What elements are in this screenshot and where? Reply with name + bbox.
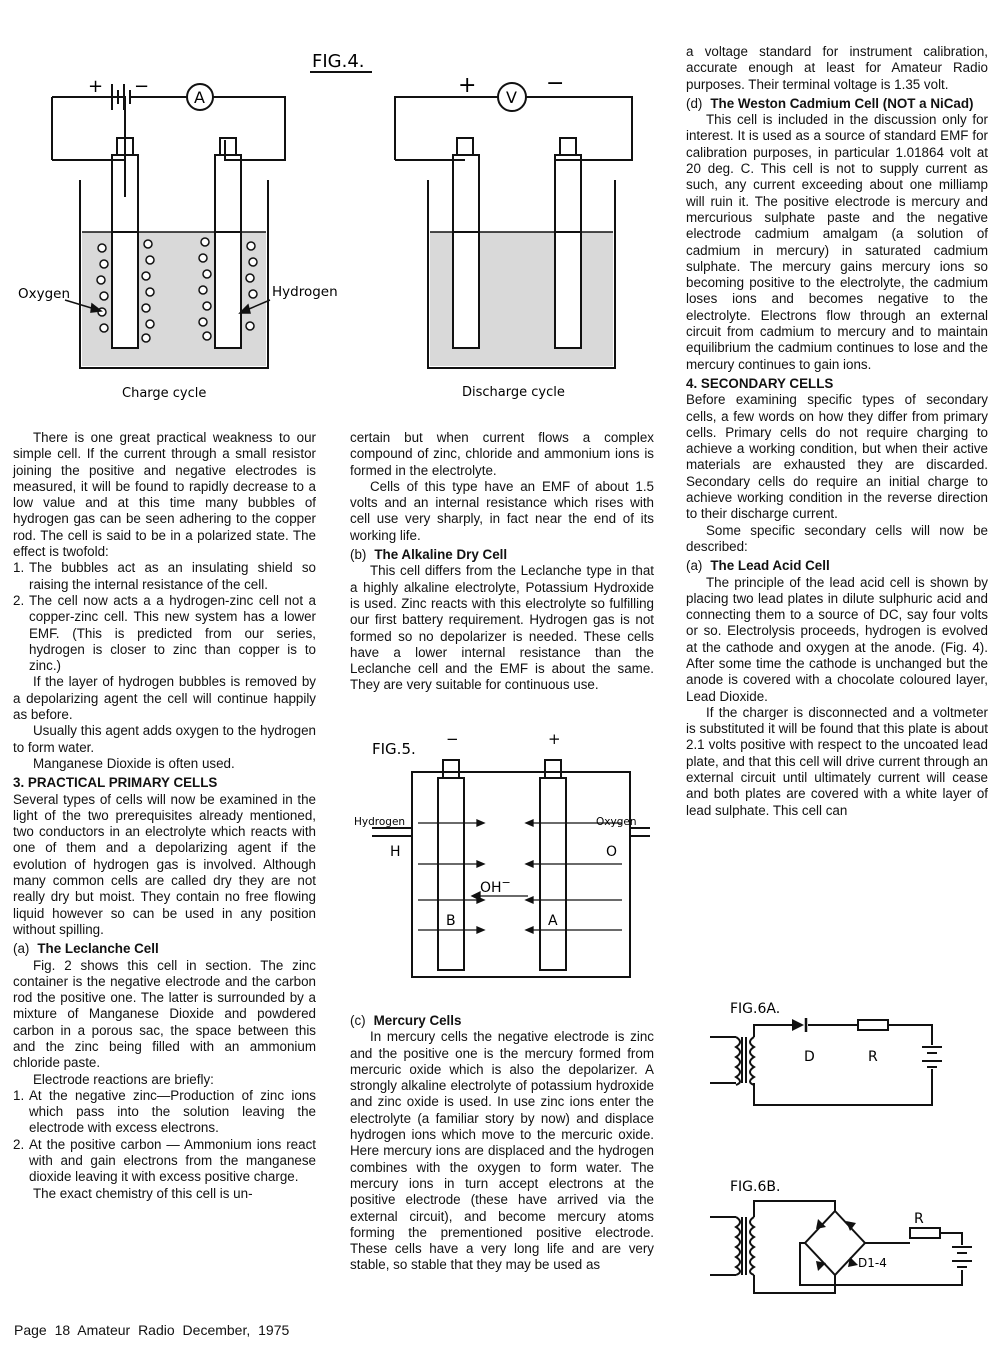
paragraph: This cell differs from the Leclanche type in that a highly alkaline electrolyte, Potassium Hydroxide is used. Zinc reacts with this electrolyte so fulfilling our first battery requirement. Hydrogen gas is not formed so no depolarizer is needed. These cells have a lower internal resistance than the Leclanche cell and the EMF is about the same. They are very suitable for continuous use. bbox=[350, 563, 654, 693]
paragraph: Several types of cells will now be examined in the light of the two prerequisites already mentioned, two conductors in an electrolyte which reacts with one of them and a depolarizing agent if the evolution of hydrogen gas is involved. Although many common cells are called dry they are not really dry but moist. They contain no free flowing liquid however so can be used in any position without spilling. bbox=[13, 791, 316, 937]
fig5-ion-label: OH− bbox=[480, 876, 511, 896]
paragraph: There is one great practical weakness to our simple cell. If the current through a small resistor joining the positive and negative electrodes is measured, it will be found to rapidly decrease to a low value and at this time many bubbles of hydrogen gas can be seen adhering to the copper rod. The cell is said to be in a polarized state. The effect is twofold: bbox=[13, 430, 316, 560]
fig5-oxygen-label: Oxygen bbox=[596, 816, 637, 828]
fig5-b-label: B bbox=[446, 913, 456, 929]
paragraph: Some specific secondary cells will now be described: bbox=[686, 522, 988, 554]
fig5-h-label: H bbox=[390, 844, 401, 860]
fig5-diagram bbox=[350, 730, 655, 990]
fig4-plus-right: + bbox=[458, 73, 477, 98]
paragraph: a voltage standard for instrument calibration, accurate enough at least for Amateur Radio purposes. Their terminal voltage is 1.35 volt. bbox=[686, 44, 988, 92]
fig4-diagram bbox=[0, 40, 660, 420]
fig5-plus: + bbox=[548, 730, 561, 748]
paragraph: If the charger is disconnected and a voltmeter is substituted it will be found that this plate is about 2.1 volts positive with respect to the uncoated lead plate, and that this cell will drive current through an external circuit until ultimately current will cease and both plates are covered with a white layer of lead sulphate. This cell can bbox=[686, 704, 988, 818]
section-heading-3: 3. PRACTICAL PRIMARY CELLS bbox=[13, 775, 218, 791]
list-item: 1. The bubbles act as an insulating shield so raising the internal resistance of the cell. bbox=[13, 560, 316, 592]
fig4-hydrogen-label: Hydrogen bbox=[272, 284, 338, 300]
fig4-minus-right: − bbox=[546, 71, 565, 96]
subheading-weston: (d) The Weston Cadmium Cell (NOT a NiCad) bbox=[686, 95, 974, 111]
fig6b-d-label: D1-4 bbox=[858, 1256, 887, 1270]
list bbox=[13, 1088, 316, 1186]
paragraph: The principle of the lead acid cell is shown by placing two lead plates in dilute sulphuric acid and connecting them to a source of DC, say four volts or so. Electrolysis proceeds, hydrogen is evolved at the cathode and oxygen at the anode. (Fig. 4). After some time the cathode is unchanged but the anode is covered with a chocolate coloured layer, Lead Dioxide. bbox=[686, 574, 988, 704]
list bbox=[13, 560, 316, 674]
fig6a-title: FIG.6A. bbox=[730, 1001, 781, 1017]
subheading-alkaline: (b) The Alkaline Dry Cell bbox=[350, 547, 508, 563]
fig5-title: FIG.5. bbox=[372, 740, 416, 758]
fig5-minus: − bbox=[446, 730, 459, 748]
fig6b-title: FIG.6B. bbox=[730, 1179, 781, 1195]
subheading-lead-acid: (a) The Lead Acid Cell bbox=[686, 558, 830, 574]
fig4-discharge-caption: Discharge cycle bbox=[462, 385, 565, 400]
page-footer: Page 18 Amateur Radio December, 1975 bbox=[14, 1322, 290, 1338]
fig4-title: FIG.4. bbox=[312, 51, 365, 72]
paragraph: If the layer of hydrogen bubbles is removed by a depolarizing agent the cell will continue happily as before. bbox=[13, 674, 316, 723]
fig4-charge-caption: Charge cycle bbox=[122, 386, 207, 401]
fig6a-r-label: R bbox=[868, 1049, 878, 1065]
section-heading-4: 4. SECONDARY CELLS bbox=[686, 375, 834, 391]
column-1 bbox=[13, 430, 316, 1202]
list-item: 2. At the positive carbon — Ammonium ions react with and gain electrons from the manganese dioxide leaving it with excess positive charge. bbox=[13, 1136, 316, 1185]
paragraph: Electrode reactions are briefly: bbox=[33, 1071, 214, 1087]
fig5-hydrogen-label: Hydrogen bbox=[354, 816, 406, 828]
fig4-oxygen-label: Oxygen bbox=[18, 286, 71, 302]
paragraph: This cell is included in the discussion only for interest. It is used as a source of standard EMF for calibration purposes, in particular 1.01864 volt at 20 deg. C. This cell is not to supply current as such, any current exceeding about one milliamp will ruin it. The positive electrode is mercury and mercurious sulphate paste and the negative electrode cadmium amalgam (a solution of cadmium in mercury) in saturated cadmium sulphate. The mercury gains mercury ions so becoming positive to the electrolyte, the cadmium loses ions and becomes negative to the electrolyte. Electrons flow through an external circuit from cadmium to mercury and to maintain equilibrium the cadmium continues to lose and the mercury continues to gain ions. bbox=[686, 112, 988, 372]
subheading-leclanche: (a) The Leclanche Cell bbox=[13, 941, 159, 957]
fig5-a-label: A bbox=[548, 913, 558, 929]
column-3 bbox=[686, 44, 988, 819]
paragraph: certain but when current flows a complex compound of zinc, chloride and ammonium ions is formed in the electrolyte. bbox=[350, 430, 654, 478]
paragraph: Cells of this type have an EMF of about 1.5 volts and an internal resistance which rises with cell use very sharply, in fact near the end of its working life. bbox=[350, 478, 654, 543]
column-2-bottom bbox=[350, 1010, 654, 1274]
paragraph: Usually this agent adds oxygen to the hydrogen to form water. bbox=[13, 723, 316, 755]
fig6a-d-label: D bbox=[804, 1049, 815, 1065]
list-item: 2. The cell now acts a a hydrogen-zinc cell not a copper-zinc cell. This new system has a lower EMF. (This is predicted from our series, hydrogen is closer to zinc than copper is to zinc.) bbox=[13, 592, 316, 674]
paragraph: Before examining specific types of secondary cells, a few words on how they differ from primary cells. Primary cells do not require charging to achieve a working condition, but when their active materials are exhausted they are discarded. Secondary cells do require an initial charge to achieve working condition in the reverse direction to their discharge current. bbox=[686, 392, 988, 522]
fig6b-diagram bbox=[700, 1175, 990, 1310]
fig4-plus-left: + bbox=[88, 76, 104, 97]
fig5-o-label: O bbox=[606, 844, 618, 860]
subheading-mercury: (c) Mercury Cells bbox=[350, 1013, 462, 1028]
fig6a-diagram bbox=[700, 995, 990, 1120]
fig4-voltmeter-label: V bbox=[506, 88, 517, 107]
paragraph: In mercury cells the negative electrode is zinc and the positive one is the mercury formed from mercuric oxide which is also the depolarizer. A strongly alkaline electrolyte of potassium hydroxide and zinc oxide is used. In use zinc ions enter the electrolyte (a familiar story by now) and displace hydrogen ions which move to the mercuric oxide. Here mercury ions are displaced and the hydrogen combines with the oxygen to form water. The mercury ions in turn accept electrons at the positive electrode (these have arrived via the external circuit), and become mercury atoms forming the prementioned positive electrode. These cells have a very long life and are very stable, so stable that they may be used as bbox=[350, 1029, 654, 1273]
paragraph: Fig. 2 shows this cell in section. The zinc container is the negative electrode and the carbon rod the positive one. The latter is surrounded by a mixture of Manganese Dioxide and powdered carbon in a porous sac, the space between this and the zinc being filled with an ammonium chloride paste. bbox=[13, 957, 316, 1071]
fig4-ammeter-label: A bbox=[194, 88, 205, 107]
paragraph: Manganese Dioxide is often used. bbox=[33, 755, 235, 771]
fig6b-r-label: R bbox=[914, 1211, 924, 1227]
column-2-top bbox=[350, 430, 654, 694]
paragraph: The exact chemistry of this cell is un- bbox=[33, 1185, 253, 1201]
fig4-minus-left: − bbox=[134, 76, 150, 97]
list-item: 1. At the negative zinc—Production of zinc ions which pass into the solution leaving the electrode with excess electrons. bbox=[13, 1087, 316, 1136]
